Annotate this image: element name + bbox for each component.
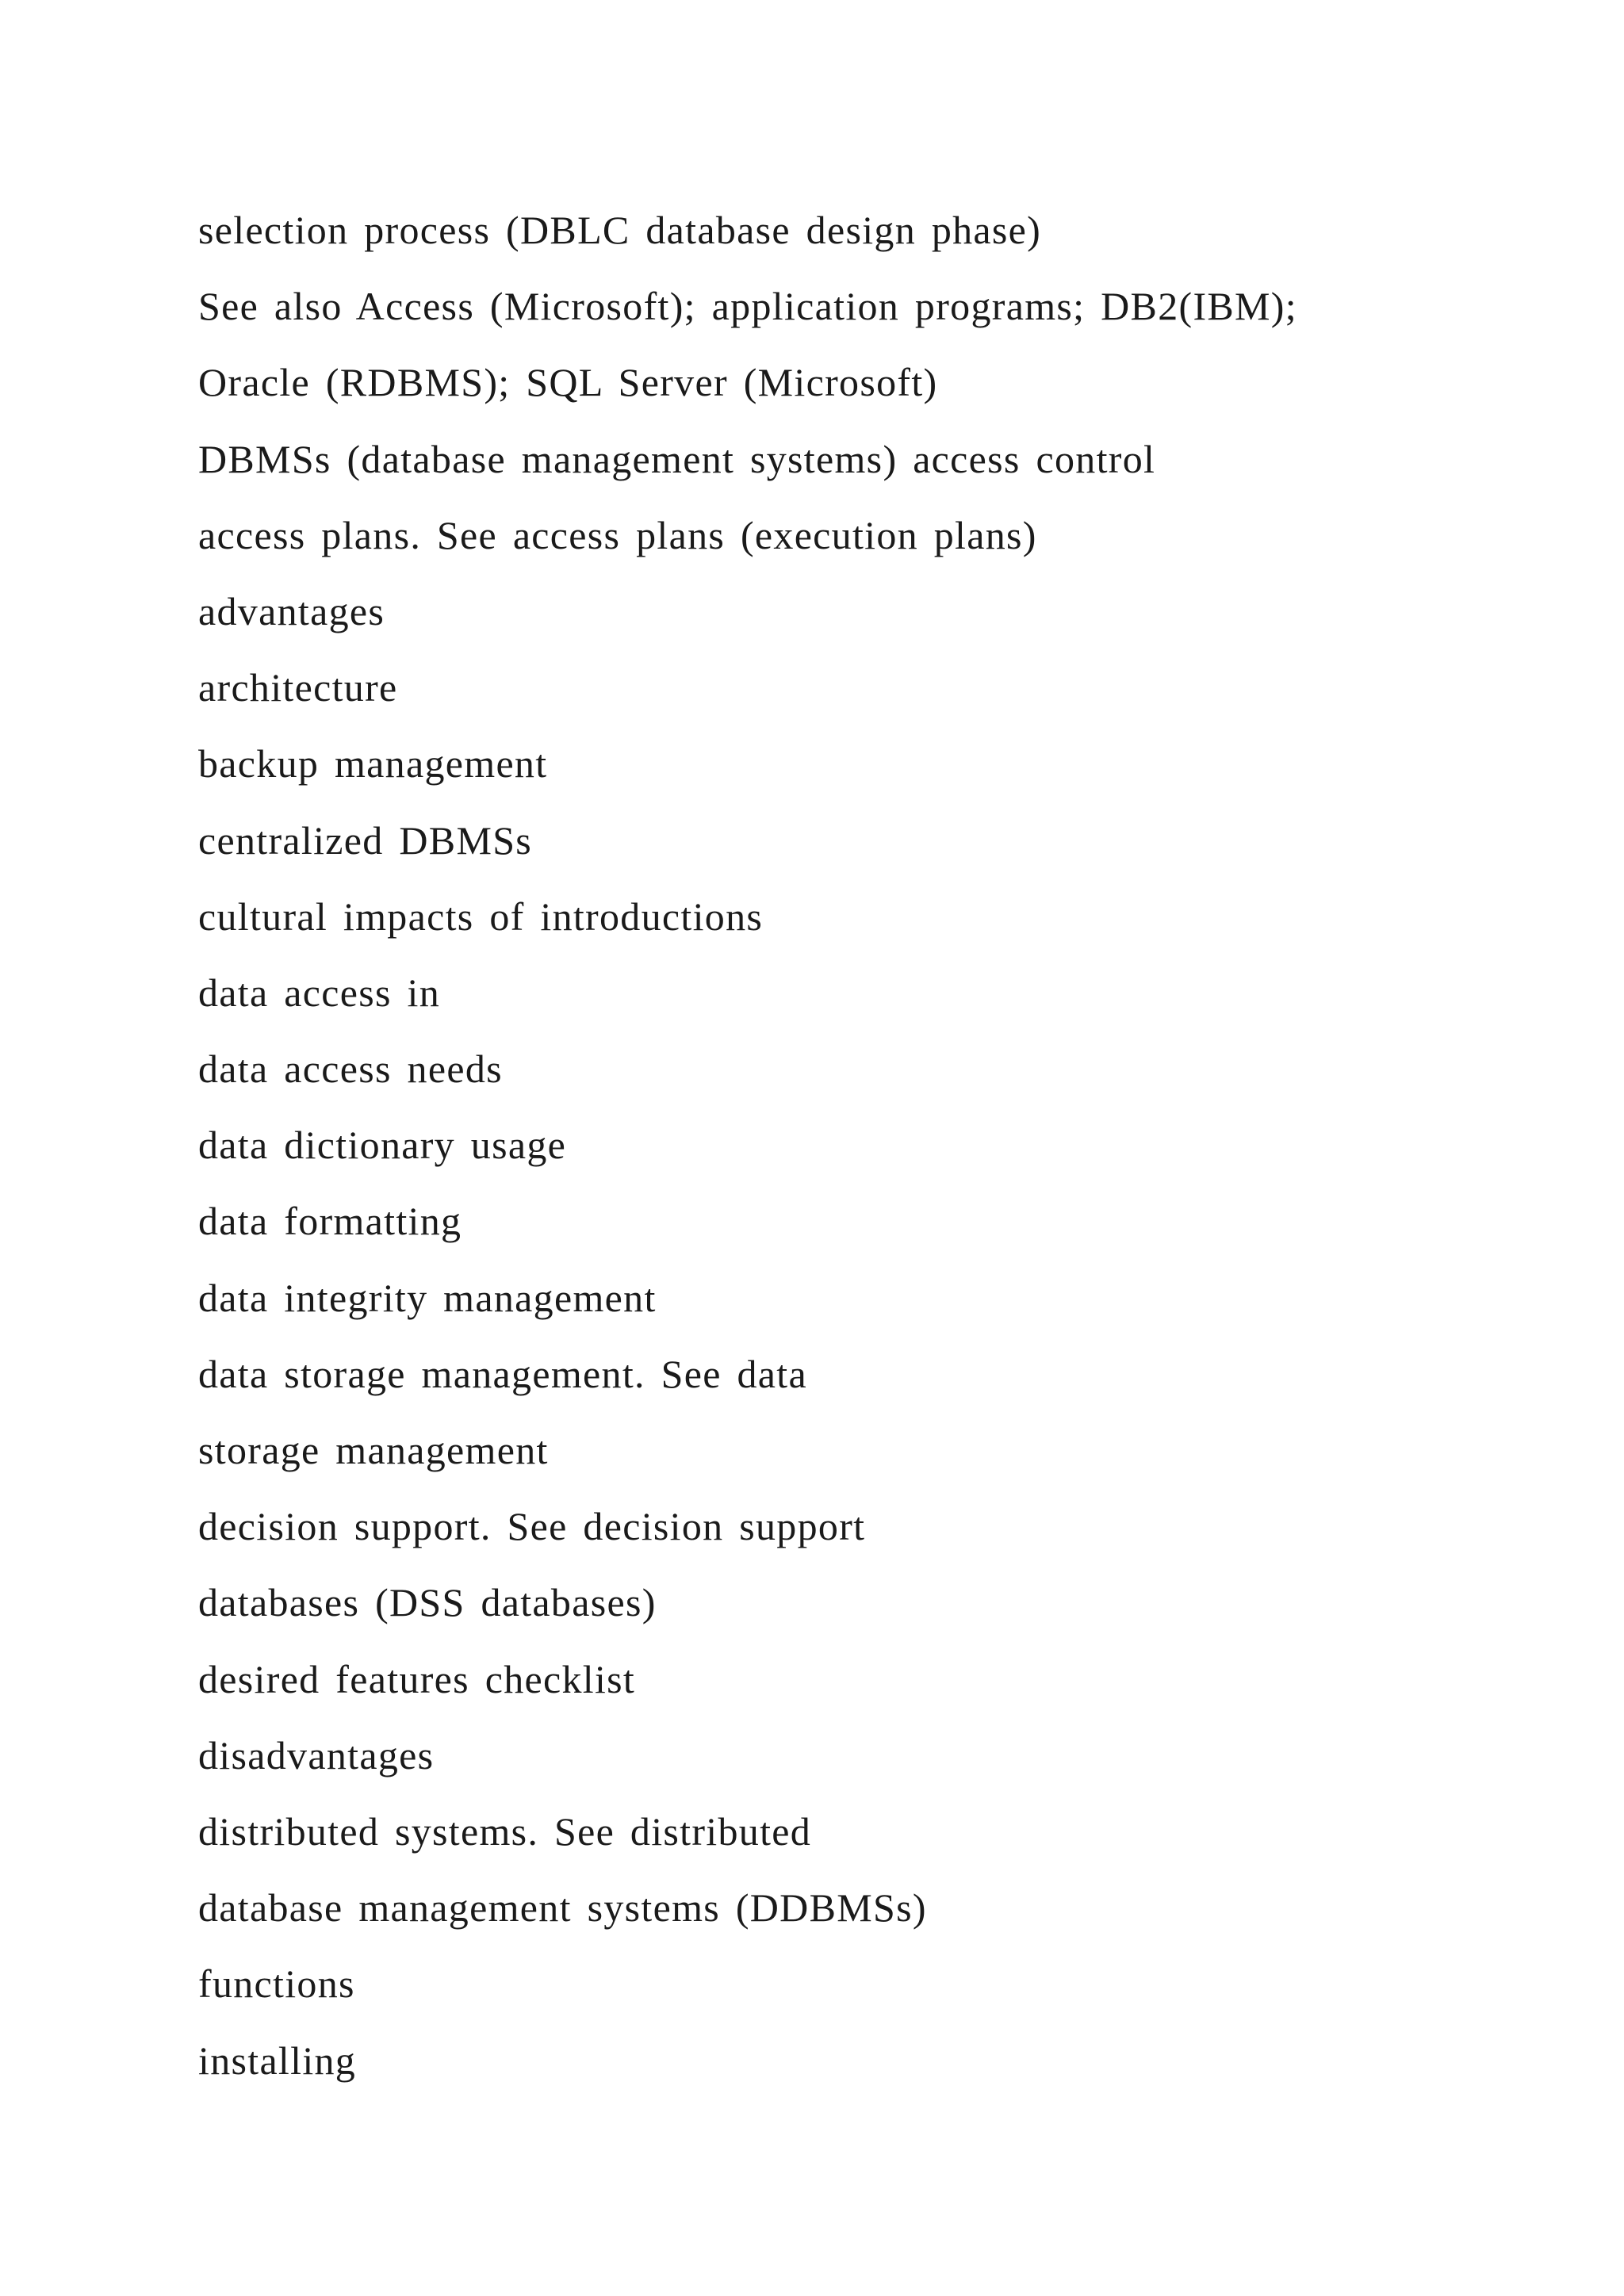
index-line: desired features checklist	[198, 1656, 636, 1701]
index-line: cultural impacts of introductions	[198, 894, 764, 939]
index-line: DBMSs (database management systems) access control	[198, 436, 1156, 481]
index-line: databases (DSS databases)	[198, 1580, 657, 1625]
index-line: access plans. See access plans (execution plans)	[198, 512, 1037, 557]
index-line: Oracle (RDBMS); SQL Server (Microsoft)	[198, 360, 938, 405]
index-line: architecture	[198, 665, 398, 710]
index-line: data access needs	[198, 1047, 503, 1092]
index-line: centralized DBMSs	[198, 817, 533, 863]
index-line: data access in	[198, 970, 441, 1015]
index-line: advantages	[198, 588, 385, 633]
index-line: selection process (DBLC database design phase)	[198, 208, 1042, 252]
index-line: backup management	[198, 741, 548, 786]
index-line: See also Access (Microsoft); application programs; DB2(IBM);	[198, 284, 1297, 329]
index-line: disadvantages	[198, 1732, 435, 1777]
index-line: functions	[198, 1961, 355, 2007]
index-line: installing	[198, 2038, 357, 2083]
index-line: data dictionary usage	[198, 1123, 567, 1168]
index-line: data storage management. See data	[198, 1351, 807, 1396]
index-line: data integrity management	[198, 1275, 657, 1320]
index-line: distributed systems. See distributed	[198, 1808, 812, 1854]
index-line: data formatting	[198, 1199, 462, 1244]
index-line: storage management	[198, 1428, 549, 1472]
index-entry-list	[198, 192, 1546, 2099]
index-line: database management systems (DDBMSs)	[198, 1885, 927, 1931]
index-line: decision support. See decision support	[198, 1504, 866, 1549]
